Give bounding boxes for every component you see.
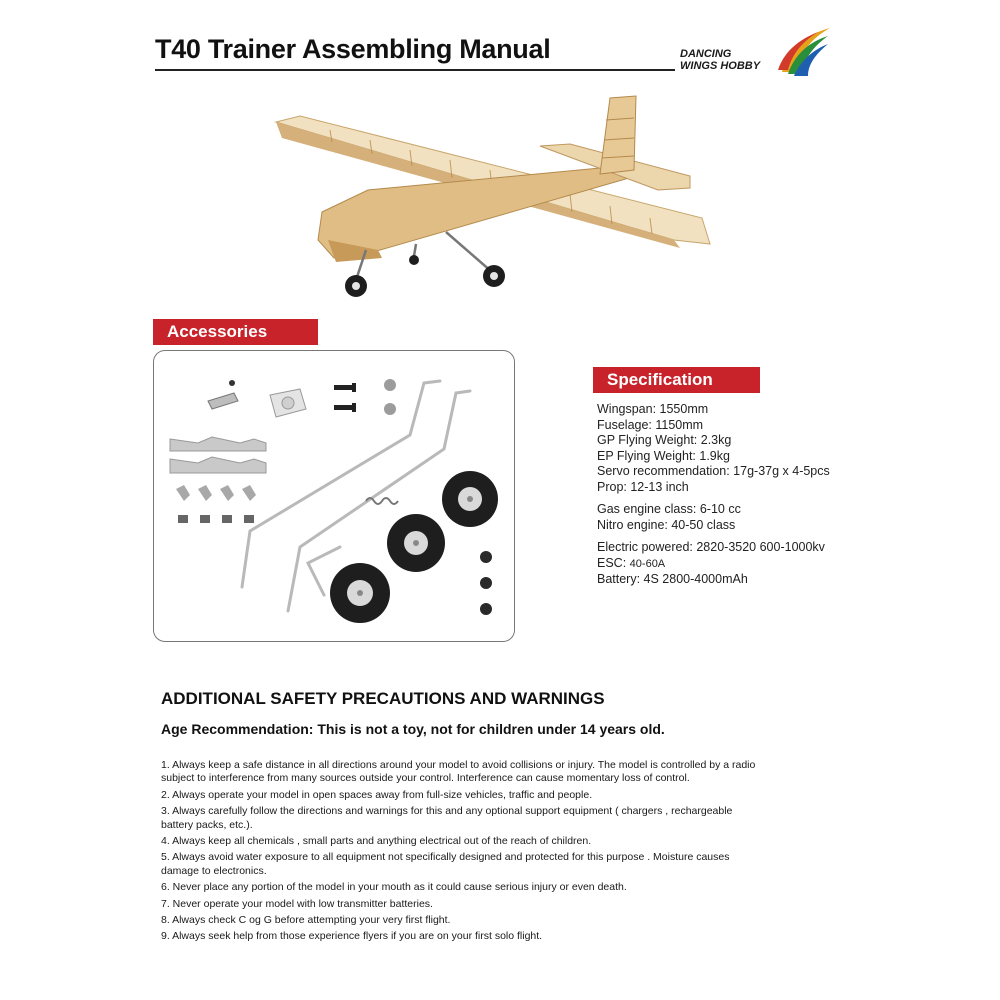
list-item: 9. Always seek help from those experience flyers if you are on your first solo flight.: [161, 930, 543, 943]
list-item: 5. Always avoid water exposure to all equipment not specifically designed and protected for this purpose . Moisture causes damage to electronics.: [161, 851, 730, 877]
spec-gp-weight: GP Flying Weight: 2.3kg: [597, 433, 732, 447]
wheels-icon: [330, 471, 498, 623]
logo-line-2: WINGS HOBBY: [680, 60, 761, 72]
control-horn-icon: [208, 380, 238, 409]
engine-mount-icon: [270, 389, 306, 417]
wheel-collars-icon: [384, 379, 396, 415]
list-item: 2. Always operate your model in open spaces away from full-size vehicles, traffic and people.: [161, 788, 593, 801]
spec-fuselage: Fuselage: 1150mm: [597, 417, 704, 432]
list-item: 8. Always check C og G before attempting your very first flight.: [161, 914, 451, 927]
safety-list: [161, 759, 761, 947]
airplane-photo: [270, 90, 730, 310]
hinges-icon: [170, 437, 266, 473]
brand-logo: [678, 26, 838, 82]
spec-electric: Electric powered: 2820-3520 600-1000kv: [597, 540, 825, 554]
specification-label: Specification: [593, 367, 760, 393]
clevises-icon: [176, 485, 256, 523]
accessories-photo: [153, 350, 515, 642]
spec-prop: Prop: 12-13 inch: [597, 479, 689, 494]
spec-esc: [597, 556, 830, 573]
list-item: 7. Never operate your model with low transmitter batteries.: [161, 897, 433, 910]
safety-heading: ADDITIONAL SAFETY PRECAUTIONS AND WARNINGS: [161, 689, 605, 708]
spec-nitro-engine: Nitro engine: 40-50 class: [597, 517, 736, 532]
spring-icon: [366, 498, 398, 504]
wing-swoosh-icon: [778, 26, 834, 82]
spec-esc-value: 40-60A: [629, 557, 666, 570]
accessories-parts-illustration: [154, 351, 514, 641]
list-item: 6. Never place any portion of the model in your mouth as it could cause serious injury or even death.: [161, 881, 627, 894]
list-item: 3. Always carefully follow the directions and warnings for this and any optional support equipment ( chargers , rechargeable battery packs, etc.).: [161, 805, 733, 831]
spec-wingspan: Wingspan: 1550mm: [597, 402, 709, 416]
title-underline: [155, 69, 675, 71]
nuts-icon: [480, 551, 492, 615]
age-recommendation: Age Recommendation: This is not a toy, not for children under 14 years old.: [161, 721, 665, 737]
logo-line-1: DANCING: [680, 48, 732, 60]
accessories-label: Accessories: [153, 319, 318, 345]
spec-servo: Servo recommendation: 17g-37g x 4-5pcs: [597, 464, 830, 478]
list-item: 1. Always keep a safe distance in all directions around your model to avoid collisions or injury. The model is controlled by a radio subject to interference from many sources outside your control. Interference can cause momentary loss of control.: [161, 759, 756, 785]
spec-gas-engine: Gas engine class: 6-10 cc: [597, 502, 741, 516]
spec-battery: Battery: 4S 2800-4000mAh: [597, 572, 748, 586]
spec-esc-label: ESC:: [597, 555, 627, 570]
spec-ep-weight: EP Flying Weight: 1.9kg: [597, 448, 730, 463]
page-title: T40 Trainer Assembling Manual: [155, 34, 551, 64]
logo-text: [680, 48, 760, 72]
list-item: 4. Always keep all chemicals , small parts and anything electrical out of the reach of children.: [161, 835, 592, 848]
screws-icon: [334, 383, 356, 412]
specification-list: [597, 402, 830, 588]
